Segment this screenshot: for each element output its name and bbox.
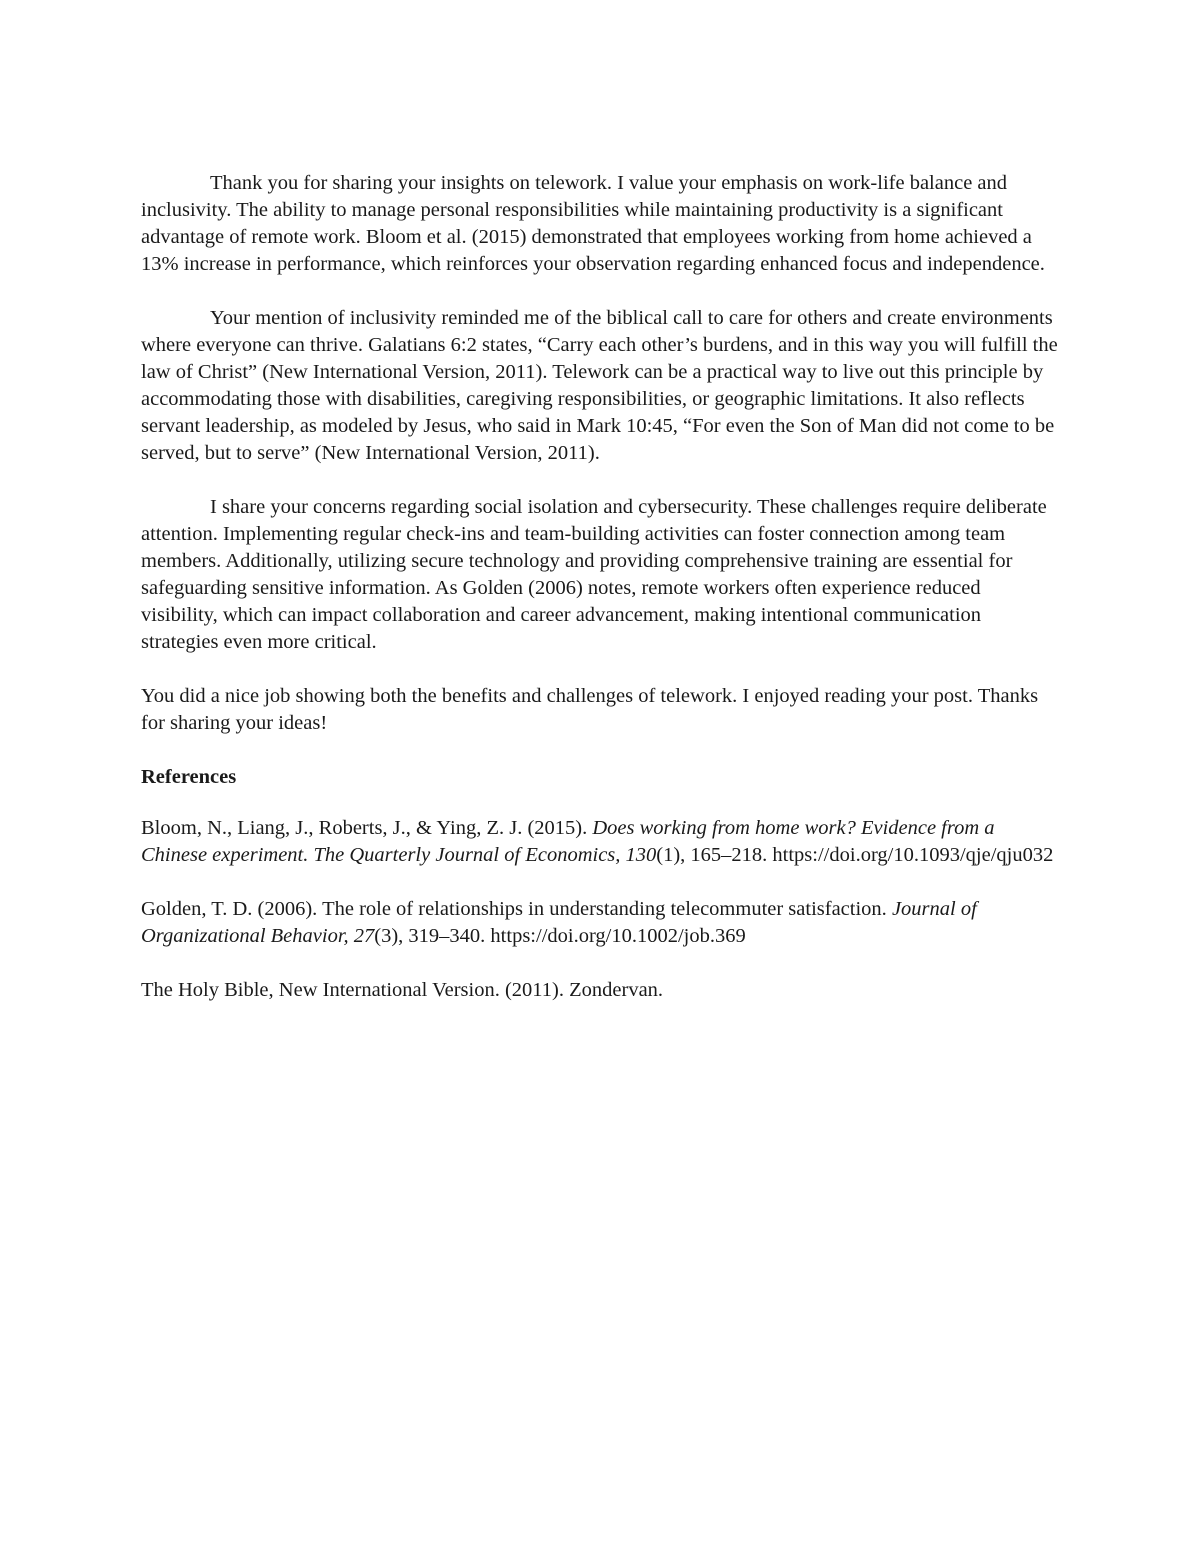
reference-bible: The Holy Bible, New International Version. (2011). Zondervan. xyxy=(141,979,664,1001)
body-paragraph-2: Your mention of inclusivity reminded me of the biblical call to care for others and create environments where everyone can thrive. Galatians 6:2 states, “Carry each other’s burdens, and in this way you will fulfill the law of Christ” (New International Version, 2011). Telework can be a practical way to live out this principle by accommodating those with disabilities, caregiving responsibilities, or geographic limitations. It also reflects servant leadership, as modeled by Jesus, who said in Mark 10:45, “For even the Son of Man did not come to be served, but to serve” (New International Version, 2011). xyxy=(141,307,1058,464)
reference-bloom-title: Does working from home work? Evidence from a Chinese experiment. xyxy=(141,817,995,866)
reference-golden-authors: Golden, T. D. (2006). The role of relationships in understanding telecommuter satisfaction. xyxy=(141,898,892,920)
reference-bloom-journal: The Quarterly Journal of Economics, 130 xyxy=(313,844,657,866)
reference-bloom xyxy=(141,815,1059,869)
body-paragraph-3: I share your concerns regarding social isolation and cybersecurity. These challenges require deliberate attention. Implementing regular check-ins and team-building activities can foster connection among team members. Additionally, utilizing secure technology and providing comprehensive training are essential for safeguarding sensitive information. As Golden (2006) notes, remote workers often experience reduced visibility, which can impact collaboration and career advancement, making intentional communication strategies even more critical. xyxy=(141,496,1047,653)
document-page xyxy=(141,170,1059,1031)
body-paragraph-1: Thank you for sharing your insights on telework. I value your emphasis on work-life balance and inclusivity. The ability to manage personal responsibilities while maintaining productivity is a significant advantage of remote work. Bloom et al. (2015) demonstrated that employees working from home achieved a 13% increase in performance, which reinforces your observation regarding enhanced focus and independence. xyxy=(141,172,1045,275)
reference-bloom-rest: (1), 165–218. https://doi.org/10.1093/qje/qju032 xyxy=(656,844,1054,866)
reference-bloom-authors: Bloom, N., Liang, J., Roberts, J., & Ying, Z. J. (2015). xyxy=(141,817,593,839)
reference-golden-rest: (3), 319–340. https://doi.org/10.1002/job.369 xyxy=(374,925,746,947)
reference-golden xyxy=(141,896,1059,950)
reference-golden-journal: Journal of Organizational Behavior, 27 xyxy=(141,898,977,947)
references-heading: References xyxy=(141,766,237,788)
body-paragraph-4: You did a nice job showing both the benefits and challenges of telework. I enjoyed reading your post. Thanks for sharing your ideas! xyxy=(141,685,1039,734)
